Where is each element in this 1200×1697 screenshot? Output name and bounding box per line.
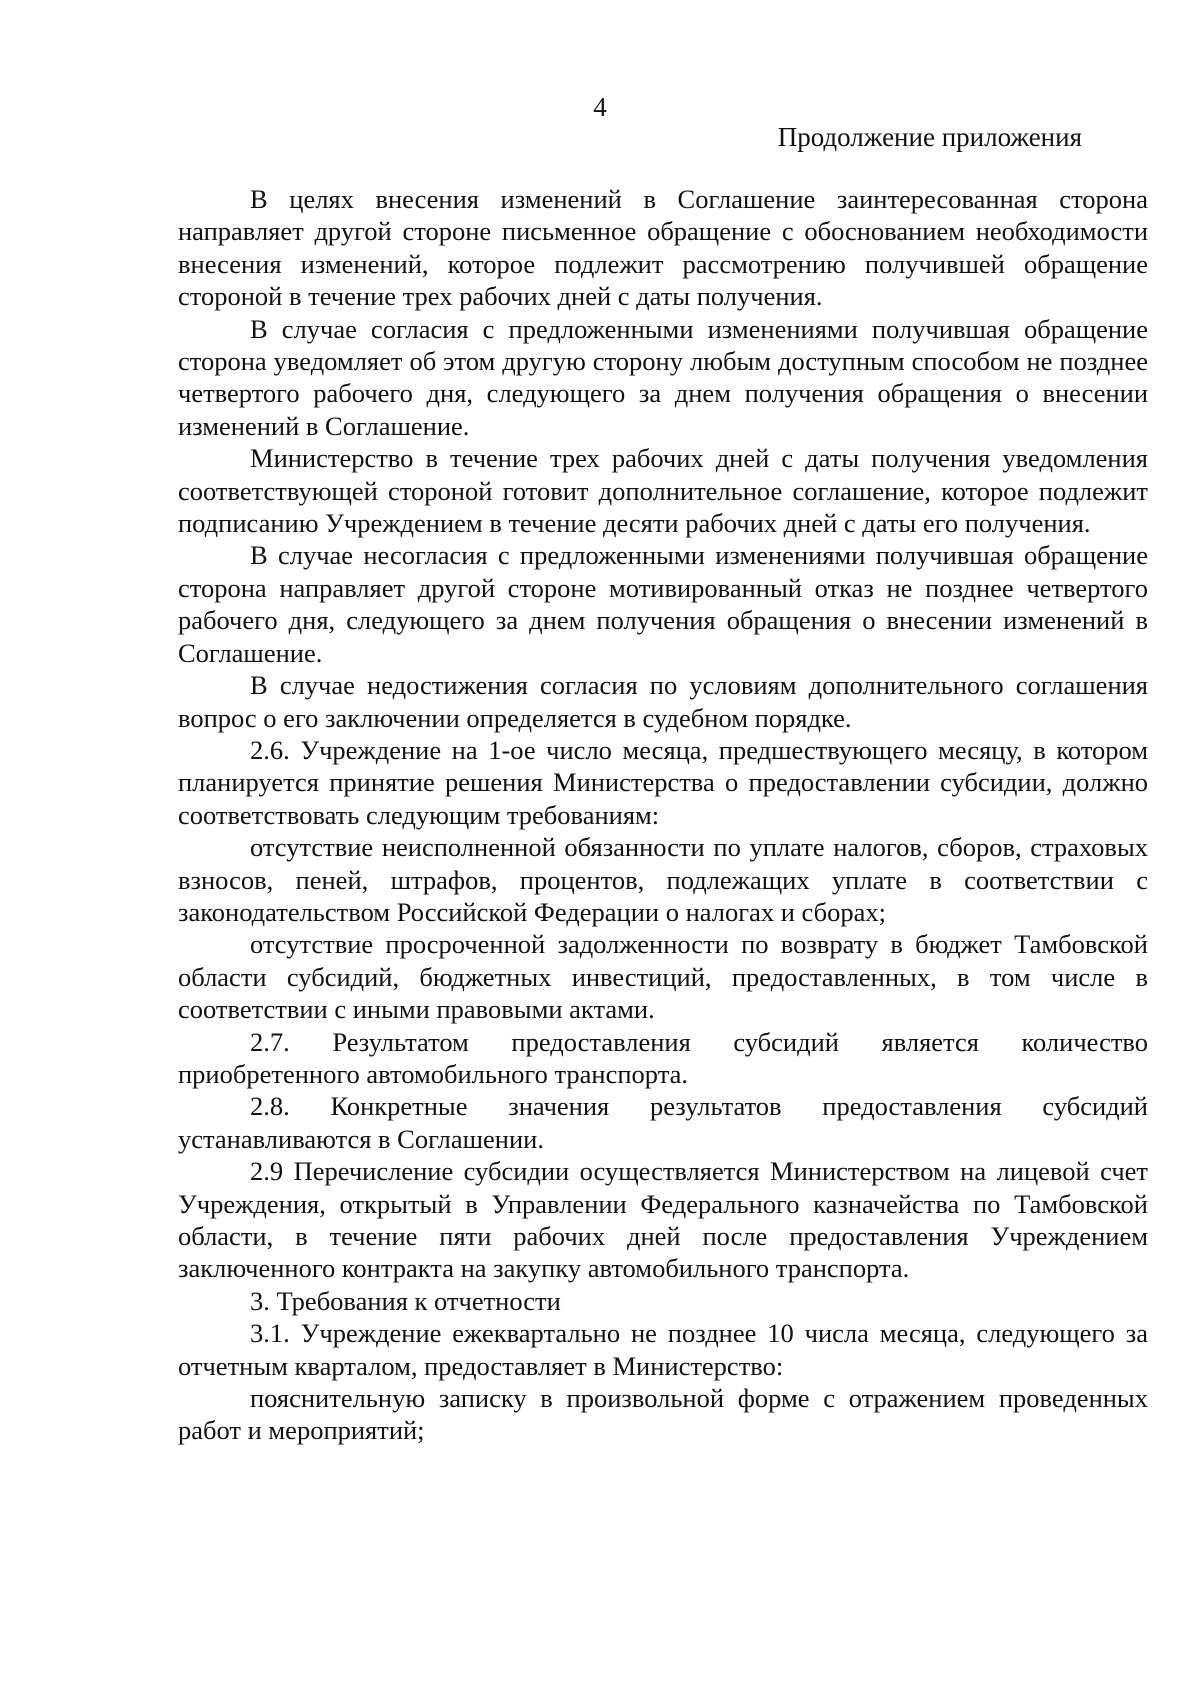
paragraph-disagreement: В случае несогласия с предложенными изменениями получившая обращение сторона направляет другой стороне мотивированный отказ не позднее четвертого рабочего дня, следующего за днем получения обращения о внесении изменений в Соглашение.: [178, 540, 1148, 668]
report-explanatory-note: пояснительную записку в произвольной форме с отражением проведенных работ и мероприятий;: [178, 1383, 1148, 1446]
appendix-continuation-label: Продолжение приложения: [777, 122, 1082, 152]
document-body: [178, 183, 1148, 1447]
paragraph-amendment-request: В целях внесения изменений в Соглашение заинтересованная сторона направляет другой стороне письменное обращение с обоснованием необходимости внесения изменений, которое подлежит рассмотрению получившей обращение стороной в течение трех рабочих дней с даты получения.: [178, 184, 1148, 312]
section-3-heading: 3. Требования к отчетности: [250, 1285, 561, 1316]
clause-2-9: 2.9 Перечисление субсидии осуществляется Министерством на лицевой счет Учреждения, открытый в Управлении Федерального казначейства по Тамбовской области, в течение пяти рабочих дней после предоставления Учреждением заключенного контракта на закупку автомобильного транспорта.: [178, 1156, 1148, 1284]
requirement-no-overdue-debt: отсутствие просроченной задолженности по возврату в бюджет Тамбовской области субсидий, бюджетных инвестиций, предоставленных, в том числе в соответствии с иными правовыми актами.: [178, 929, 1148, 1025]
paragraph-consent: В случае согласия с предложенными изменениями получившая обращение сторона уведомляет об этом другую сторону любым доступным способом не позднее четвертого рабочего дня, следующего за днем получения обращения о внесении изменений в Соглашение.: [178, 313, 1148, 441]
page-number: 4: [593, 92, 607, 122]
clause-3-1: 3.1. Учреждение ежеквартально не позднее 10 числа месяца, следующего за отчетным кварталом, предоставляет в Министерство:: [178, 1318, 1148, 1381]
requirement-no-tax-debt: отсутствие неисполненной обязанности по уплате налогов, сборов, страховых взносов, пеней, штрафов, процентов, подлежащих уплате в соответствии с законодательством Российской Федерации о налогах и сборах;: [178, 832, 1148, 927]
paragraph-court: В случае недостижения согласия по условиям дополнительного соглашения вопрос о его заключении определяется в судебном порядке.: [178, 670, 1148, 733]
clause-2-7: 2.7. Результатом предоставления субсидий является количество приобретенного автомобильного транспорта.: [178, 1026, 1148, 1089]
clause-2-8: 2.8. Конкретные значения результатов предоставления субсидий устанавливаются в Соглашении.: [178, 1091, 1148, 1154]
clause-2-6: 2.6. Учреждение на 1-ое число месяца, предшествующего месяцу, в котором планируется принятие решения Министерства о предоставлении субсидии, должно соответствовать следующим требованиям:: [178, 734, 1148, 830]
paragraph-ministry-agreement: Министерство в течение трех рабочих дней с даты получения уведомления соответствующей стороной готовит дополнительное соглашение, которое подлежит подписанию Учреждением в течение десяти рабочих дней с даты его получения.: [178, 443, 1148, 539]
